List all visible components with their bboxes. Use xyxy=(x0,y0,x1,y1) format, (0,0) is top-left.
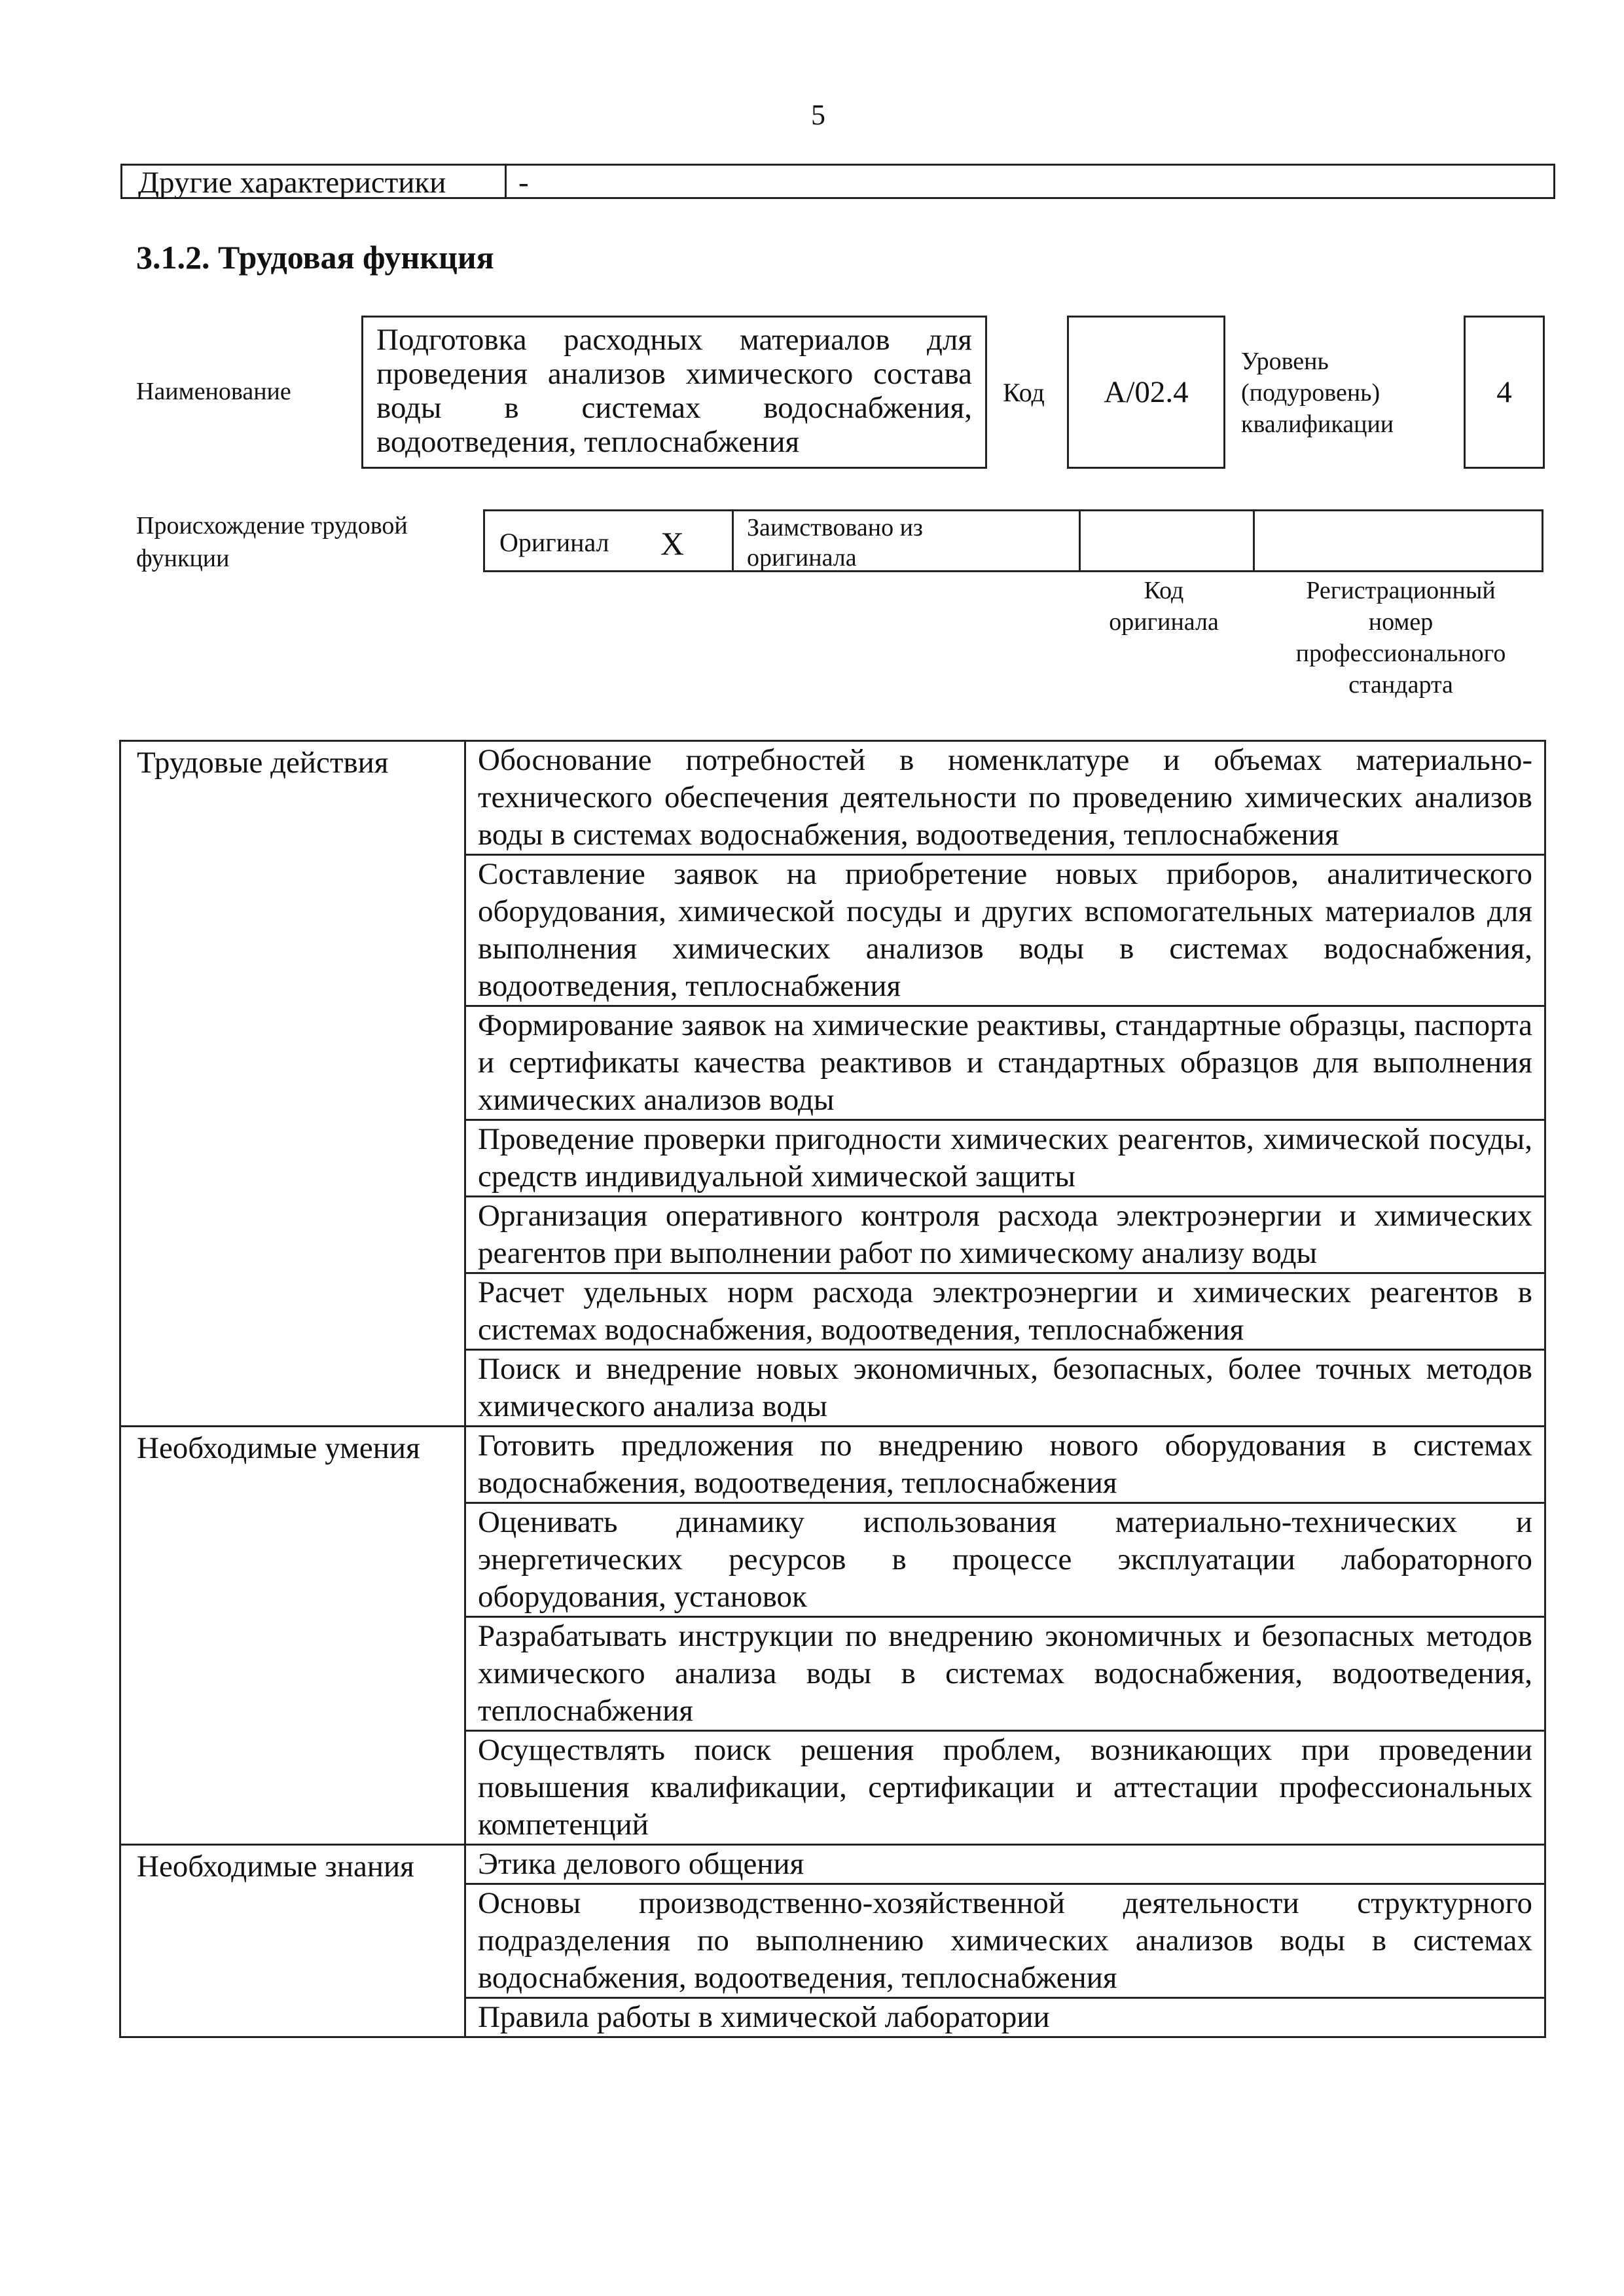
qualification-level-label xyxy=(1241,346,1394,440)
table-cell: Готовить предложения по внедрению нового оборудования в системах водоснабжения, водоотведения, теплоснабжения xyxy=(465,1427,1545,1503)
table-cell: Расчет удельных норм расхода электроэнергии и химических реагентов в системах водоснабжения, водоотведения, теплоснабжения xyxy=(465,1273,1545,1350)
table-cell: Поиск и внедрение новых экономичных, безопасных, более точных методов химического анализа воды xyxy=(465,1350,1545,1427)
table-cell: Оценивать динамику использования материально-технических и энергетических ресурсов в процессе эксплуатации лабораторного оборудования, установок xyxy=(465,1503,1545,1617)
caption-line: оригинала xyxy=(1109,608,1219,636)
original-label: Оригинал xyxy=(499,528,609,557)
other-characteristics-label: Другие характеристики xyxy=(122,166,507,197)
original-cell xyxy=(485,511,734,570)
origin-label-line: функции xyxy=(136,545,230,572)
table-cell: Осуществлять поиск решения проблем, возникающих при проведении повышения квалификации, сертификации и аттестации профессиональных компетенций xyxy=(465,1731,1545,1845)
reg-number-cell xyxy=(1255,511,1542,570)
borrowed-label-line: Заимствовано из xyxy=(747,514,923,541)
other-characteristics-table xyxy=(120,164,1555,199)
function-name-value: Подготовка расходных материалов для проведения анализов химического состава воды в системах водоснабжения, водоотведения, теплоснабжения xyxy=(361,316,987,469)
table-cell: Основы производственно-хозяйственной деятельности структурного подразделения по выполнению химических анализов воды в системах водоснабжения, водоотведения, теплоснабжения xyxy=(465,1884,1545,1998)
origin-label-line: Происхождение трудовой xyxy=(136,512,408,539)
name-label: Наименование xyxy=(136,378,291,405)
caption-line: номер xyxy=(1368,608,1434,636)
level-label-line: (подуровень) xyxy=(1241,379,1380,407)
table-cell: Обоснование потребностей в номенклатуре и объемах материально-технического обеспечения деятельности по проведению химических анализов воды в системах водоснабжения, водоотведения, теплоснабжения xyxy=(465,741,1545,855)
borrowed-cell xyxy=(734,511,1081,570)
origin-table xyxy=(483,509,1543,572)
table-cell: Проведение проверки пригодности химических реагентов, химической посуды, средств индивидуальной химической защиты xyxy=(465,1120,1545,1197)
other-characteristics-value: - xyxy=(518,166,529,200)
table-cell: Составление заявок на приобретение новых приборов, аналитического оборудования, химической посуды и других вспомогательных материалов для выполнения химических анализов воды в системах водоснабжения, водоотведения, теплоснабжения xyxy=(465,855,1545,1006)
table-cell: Организация оперативного контроля расхода электроэнергии и химических реагентов при выполнении работ по химическому анализу воды xyxy=(465,1197,1545,1273)
level-label-line: квалификации xyxy=(1241,410,1394,438)
section-label-required-skills: Необходимые умения xyxy=(120,1427,465,1845)
page-number: 5 xyxy=(811,99,825,131)
origin-label xyxy=(136,509,408,575)
original-code-caption xyxy=(1079,575,1249,638)
borrowed-label-line: оригинала xyxy=(747,544,857,572)
section-label-labor-actions: Трудовые действия xyxy=(120,741,465,1427)
table-row xyxy=(120,741,1545,855)
labor-function-table xyxy=(119,740,1546,2038)
table-cell: Формирование заявок на химические реактивы, стандартные образцы, паспорта и сертификаты качества реактивов и стандартных образцов для выполнения химических анализов воды xyxy=(465,1006,1545,1120)
original-code-cell xyxy=(1081,511,1255,570)
caption-line: Код xyxy=(1144,577,1184,604)
original-mark: X xyxy=(660,525,685,562)
caption-line: профессионального xyxy=(1295,640,1506,667)
table-cell: Этика делового общения xyxy=(465,1845,1545,1884)
section-title: 3.1.2. Трудовая функция xyxy=(136,239,494,276)
table-cell: Правила работы в химической лаборатории xyxy=(465,1998,1545,2037)
level-label-line: Уровень xyxy=(1241,348,1329,375)
caption-line: Регистрационный xyxy=(1306,577,1496,604)
code-label: Код xyxy=(1003,378,1045,407)
table-cell: Разрабатывать инструкции по внедрению экономичных и безопасных методов химического анализа воды в системах водоснабжения, водоотведения, теплоснабжения xyxy=(465,1617,1545,1731)
qualification-level-value: 4 xyxy=(1464,316,1545,469)
reg-number-caption xyxy=(1276,575,1525,701)
table-row xyxy=(120,1845,1545,1884)
section-label-required-knowledge: Необходимые знания xyxy=(120,1845,465,2037)
code-value: А/02.4 xyxy=(1067,316,1225,469)
caption-line: стандарта xyxy=(1348,671,1453,699)
table-row xyxy=(120,1427,1545,1503)
